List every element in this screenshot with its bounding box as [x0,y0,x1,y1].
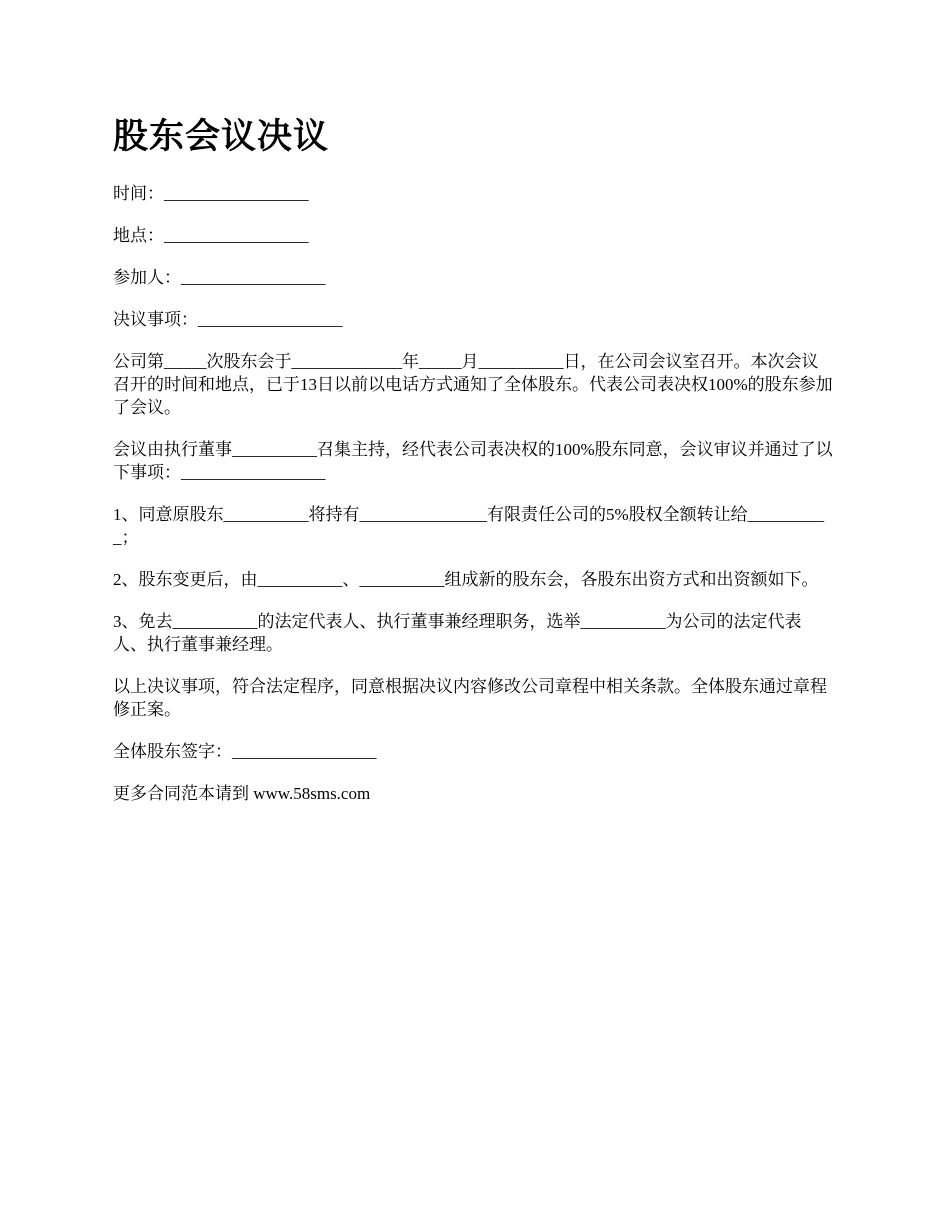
time-field: 时间：_________________ [113,184,309,203]
document-page [113,112,833,824]
attendees-field: 参加人：_________________ [113,268,326,287]
meeting-notice-paragraph: 公司第_____次股东会于_____________年_____月__________日，在公司会议室召开。本次会议召开的时间和地点，已于13日以前以电话方式通知了全体股东。代表公司表决权100%的股东参加了会议。 [113,352,833,417]
meeting-chair-paragraph: 会议由执行董事__________召集主持，经代表公司表决权的100%股东同意，会议审议并通过了以下事项：_________________ [113,440,833,482]
resolution-item-1: 1、同意原股东__________将持有_______________有限责任公司的5%股权全额转让给__________； [113,505,825,547]
resolution-matters-field: 决议事项：_________________ [113,310,343,329]
resolution-item-2: 2、股东变更后，由__________、__________组成新的股东会，各股东出资方式和出资额如下。 [113,570,819,589]
conclusion-paragraph: 以上决议事项，符合法定程序，同意根据决议内容修改公司章程中相关条款。全体股东通过章程修正案。 [113,677,827,719]
location-field: 地点：_________________ [113,226,309,245]
document-title: 股东会议决议 [113,117,330,156]
footer-link-text: 更多合同范本请到 www.58sms.com [113,784,371,803]
signature-field: 全体股东签字：_________________ [113,742,377,761]
resolution-item-3: 3、免去__________的法定代表人、执行董事兼经理职务，选举__________为公司的法定代表人、执行董事兼经理。 [113,612,802,654]
